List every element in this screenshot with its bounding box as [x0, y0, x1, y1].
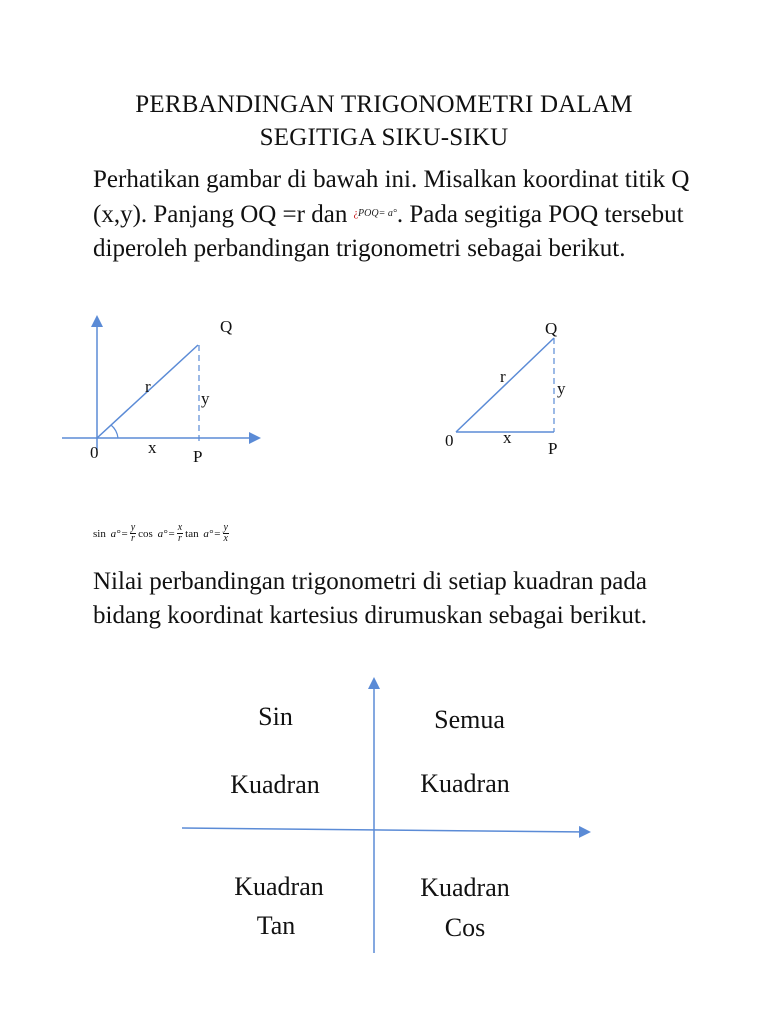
- left-label-x: x: [148, 438, 157, 457]
- right-label-origin: 0: [445, 431, 454, 450]
- sin-label: sin: [93, 527, 106, 540]
- left-label-p: P: [193, 447, 203, 466]
- right-label-p: P: [548, 439, 558, 458]
- cos-fraction: $\frac{x}{r}$: [177, 522, 183, 544]
- angle-equation: ¿POQ= a°: [353, 208, 397, 219]
- left-label-origin: 0: [90, 443, 99, 462]
- right-label-q: Q: [545, 319, 558, 338]
- quadrant-2-line-1: Sin: [258, 702, 293, 731]
- right-label-x: x: [503, 428, 512, 447]
- title-line-1: PERBANDINGAN TRIGONOMETRI DALAM: [135, 91, 633, 118]
- left-label-q: Q: [220, 317, 233, 336]
- tan-fraction: $\frac{y}{x}$: [223, 522, 228, 544]
- quadrant-4-line-2: Cos: [444, 913, 486, 942]
- quadrant-3-line-2: Tan: [256, 911, 296, 940]
- right-label-r: r: [500, 367, 506, 386]
- quadrant-4-line-1: Kuadran: [420, 873, 510, 902]
- quadrant-3-line-1: Kuadran: [234, 872, 324, 901]
- quadrant-2-line-2: Kuadran: [230, 770, 320, 799]
- right-triangle-figure: [445, 319, 566, 458]
- left-triangle-figure: [62, 317, 258, 466]
- trig-ratio-formulas: sin a° = $\frac{y}{r}$ cos a° = $\frac{x}{r}$ tan a° = $\frac{y}{x}$: [93, 522, 228, 544]
- quadrant-intro-paragraph: Nilai perbandingan trigonometri di setiap kuadran pada bidang koordinat kartesius dirumuskan sebagai berikut.: [93, 568, 648, 629]
- right-label-y: y: [557, 379, 566, 398]
- cos-label: cos: [138, 527, 153, 540]
- left-angle-arc: [111, 425, 118, 438]
- tan-label: tan: [185, 527, 199, 540]
- quadrant-x-axis: [182, 828, 588, 832]
- title-line-2: SEGITIGA SIKU-SIKU: [259, 124, 509, 151]
- quadrant-1-line-1: Semua: [434, 705, 505, 734]
- sin-fraction: $\frac{y}{r}$: [130, 522, 136, 544]
- intro-text-before: Perhatikan gambar di bawah ini. Misalkan koordinat titik Q (x,y). Panjang OQ =r dan: [93, 166, 690, 228]
- left-label-y: y: [201, 389, 210, 408]
- left-label-r: r: [145, 377, 151, 396]
- quadrant-1-line-2: Kuadran: [420, 769, 510, 798]
- intro-text-after: . Pada segitiga POQ tersebut diperoleh perbandingan trigonometri sebagai berikut.: [93, 201, 684, 262]
